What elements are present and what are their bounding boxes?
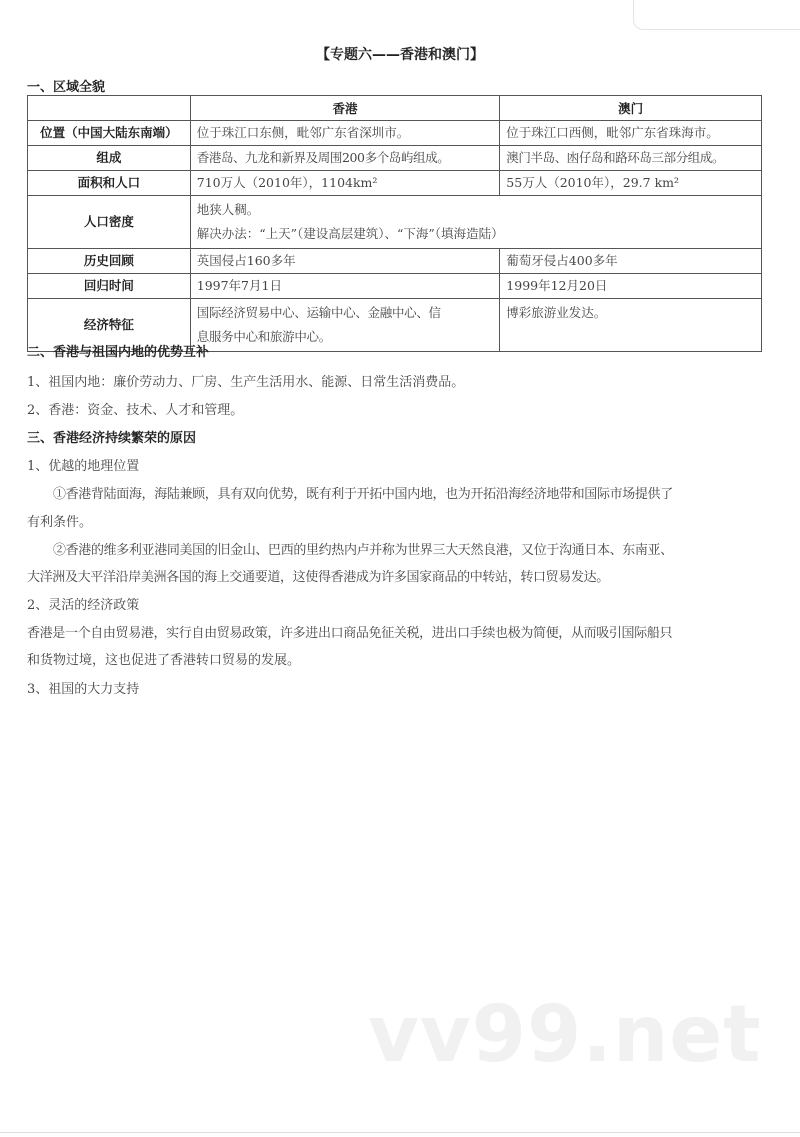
paragraph-line: 大洋洲及大平洋沿岸美洲各国的海上交通要道，这使得香港成为许多国家商品的中转站，转口贸易发达。 [27,570,609,585]
table-row [28,121,762,146]
subheading-policy: 2、灵活的经济政策 [27,598,140,613]
paragraph-line: ①香港背陆面海，海陆兼顾，具有双向优势，既有利于开拓中国内地，也为开拓沿海经济地带和国际市场提供了 [53,487,673,502]
subheading-support: 3、祖国的大力支持 [27,682,140,697]
table-row [28,171,762,196]
page-title: 【专题六——香港和澳门】 [316,47,484,63]
paragraph-line: 香港是一个自由贸易港，实行自由贸易政策，许多进出口商品免征关税，进出口手续也极为简便，从而吸引国际船只 [27,626,673,641]
mo-cell: 1999年12月20日 [500,274,762,299]
paragraph-line: 有利条件。 [27,515,93,530]
table-header-row [28,96,762,121]
watermark: vv99.net [368,990,762,1080]
row-label: 面积和人口 [28,171,191,196]
hk-cell: 1997年7月1日 [190,274,500,299]
table-row [28,249,762,274]
header-hongkong: 香港 [190,96,500,121]
density-line: 地狭人稠。 [196,202,260,217]
paragraph-line: 和货物过境，这也促进了香港转口贸易的发展。 [27,653,301,668]
mo-cell: 位于珠江口西侧，毗邻广东省珠海市。 [500,121,762,146]
density-line: 解决办法：“上天”（建设高层建筑）、“下海”（填海造陆） [196,226,504,241]
row-label: 组成 [28,146,191,171]
hk-cell: 710万人（2010年），1104km² [190,171,500,196]
hk-cell: 香港岛、九龙和新界及周围200多个岛屿组成。 [190,146,500,171]
mo-cell: 葡萄牙侵占400多年 [500,249,762,274]
section2-item: 2、香港：资金、技术、人才和管理。 [27,403,244,418]
density-merged-cell [190,196,761,249]
row-label: 经济特征 [28,299,191,352]
page-bottom-divider [0,1132,800,1133]
section1-heading: 一、区域全貌 [27,80,106,95]
header-macau: 澳门 [500,96,762,121]
row-label: 历史回顾 [28,249,191,274]
table-row [28,274,762,299]
hk-cell: 英国侵占160多年 [190,249,500,274]
mo-cell: 55万人（2010年），29.7 km² [500,171,762,196]
section3-heading: 三、香港经济持续繁荣的原因 [27,431,197,446]
paragraph-line: ②香港的维多利亚港同美国的旧金山、巴西的里约热内卢并称为世界三大天然良港，又位于沟通日本、东南亚、 [53,543,673,558]
economy-line: 国际经济贸易中心、运输中心、金融中心、信 [196,305,441,320]
section2-item: 1、祖国内地：廉价劳动力、厂房、生产生活用水、能源、日常生活消费品。 [27,375,465,390]
row-label: 人口密度 [28,196,191,249]
economy-line: 息服务中心和旅游中心。 [196,329,331,344]
mo-cell: 澳门半岛、凼仔岛和路环岛三部分组成。 [500,146,762,171]
hk-cell [190,299,500,352]
row-label: 回归时间 [28,274,191,299]
comparison-table [27,95,762,352]
table-row [28,196,762,249]
mo-cell: 博彩旅游业发达。 [500,299,762,352]
table-row [28,146,762,171]
section2-heading: 二、香港与祖国内地的优势互补 [27,345,210,360]
hk-cell: 位于珠江口东侧，毗邻广东省深圳市。 [190,121,500,146]
row-label: 位置（中国大陆东南端） [28,121,191,146]
header-blank [28,96,191,121]
page-corner-tab [633,0,800,30]
subheading-location: 1、优越的地理位置 [27,459,140,474]
